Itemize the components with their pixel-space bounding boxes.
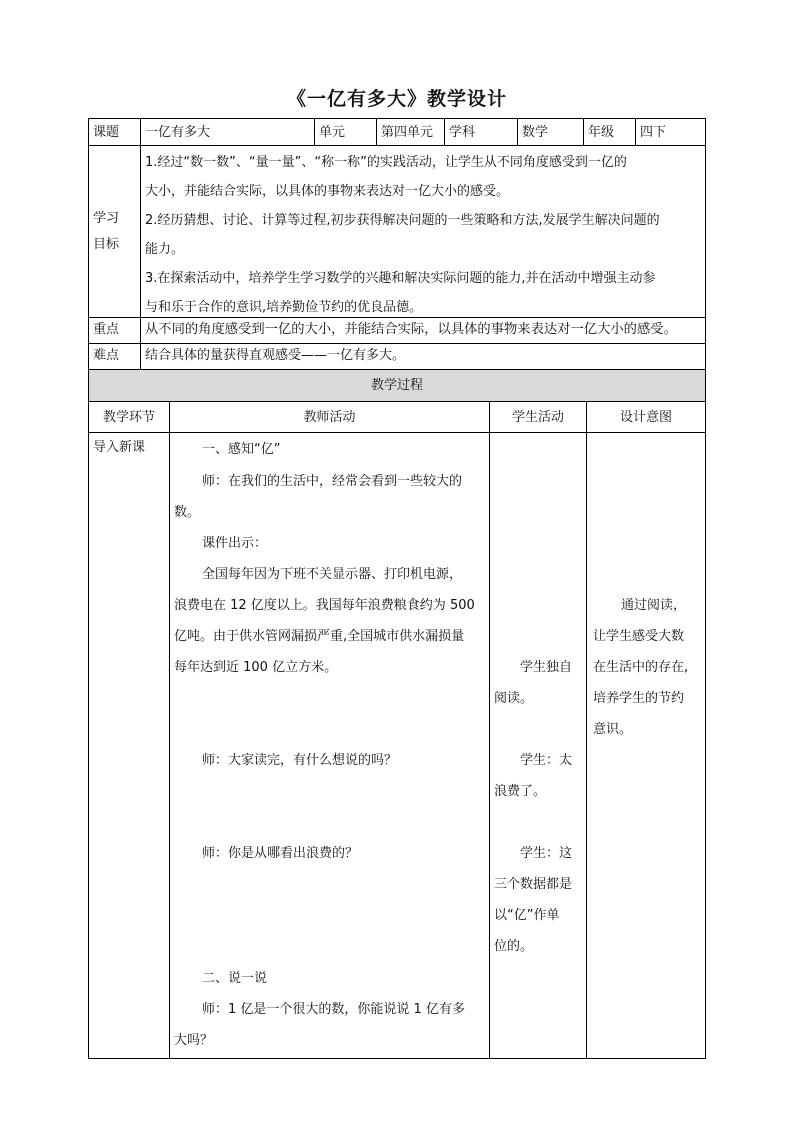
courseware-text: 浪费电在 12 亿度以上。我国每年浪费粮食约为 500 <box>174 598 475 613</box>
intent-line: 在生活中的存在, <box>593 660 689 675</box>
document-title: 《一亿有多大》教学设计 <box>286 88 507 110</box>
student-line: 浪费了。 <box>494 784 547 799</box>
unit-label: 单元 <box>315 119 377 145</box>
courseware-text: 每年达到近 100 亿立方米。 <box>174 660 338 675</box>
key-point-row <box>88 318 706 344</box>
student-line: 阅读。 <box>494 691 534 706</box>
lesson-plan-table <box>88 118 706 1059</box>
process-columns-row <box>88 402 706 433</box>
goal-line: 大小，并能结合实际，以具体的事物来表达对一亿大小的感受。 <box>145 184 510 199</box>
courseware-text: 全国每年因为下班不关显示器、打印机电源， <box>202 567 463 582</box>
goals-label: 学习 目标 <box>89 146 141 317</box>
design-intent-cell <box>587 433 706 1058</box>
courseware-label: 课件出示： <box>202 536 268 551</box>
col-teacher: 教师活动 <box>170 402 490 432</box>
courseware-text: 亿吨。由于供水管网漏损严重,全国城市供水漏损量 <box>174 629 465 644</box>
difficulty-row <box>88 344 706 370</box>
intent-line: 让学生感受大数 <box>593 629 685 644</box>
subject-label: 学科 <box>445 119 518 145</box>
topic-label: 课题 <box>89 119 141 145</box>
goal-line: 能力。 <box>145 242 185 257</box>
teacher-activity-cell <box>170 433 490 1058</box>
student-activity-cell <box>490 433 587 1058</box>
intent-line: 意识。 <box>593 722 633 737</box>
goals-row <box>88 146 706 318</box>
intent-line: 通过阅读， <box>621 598 687 613</box>
stage-cell: 导入新课 <box>89 433 170 1058</box>
unit-value: 第四单元 <box>377 119 445 145</box>
difficulty-text: 结合具体的量获得直观感受——一亿有多大。 <box>141 344 706 369</box>
col-stage: 教学环节 <box>89 402 170 432</box>
teacher-question-3: 师：1 亿是一个很大的数，你能说说 1 亿有多 <box>202 1002 465 1017</box>
grade-value: 四下 <box>636 119 706 145</box>
intent-line: 培养学生的节约 <box>593 691 685 706</box>
student-line: 学生：这 <box>520 846 573 861</box>
col-intent: 设计意图 <box>587 402 706 432</box>
teacher-line: 数。 <box>174 505 201 520</box>
header-row <box>88 118 706 146</box>
process-heading: 教学过程 <box>89 370 706 401</box>
key-point-text: 从不同的角度感受到一亿的大小，并能结合实际，以具体的事物来表达对一亿大小的感受。 <box>141 318 706 343</box>
subject-value: 数学 <box>518 119 584 145</box>
goal-line: 3.在探索活动中，培养学生学习数学的兴趣和解决实际问题的能力,并在活动中增强主动参 <box>145 271 656 286</box>
key-point-label: 重点 <box>89 318 141 343</box>
process-body-row <box>88 433 706 1059</box>
goal-line: 1.经过“数一数”、“量一量”、“称一称”的实践活动，让学生从不同角度感受到一亿的 <box>145 155 627 170</box>
difficulty-label: 难点 <box>89 344 141 369</box>
col-student: 学生活动 <box>490 402 587 432</box>
goals-content <box>141 146 706 317</box>
goal-line: 2.经历猜想、讨论、计算等过程,初步获得解决问题的一些策略和方法,发展学生解决问题的 <box>145 213 660 228</box>
goal-line: 与和乐于合作的意识,培养勤俭节约的优良品德。 <box>145 300 423 315</box>
teacher-question-3: 大吗？ <box>174 1033 214 1048</box>
teacher-question-1: 师：大家读完，有什么想说的吗？ <box>202 753 398 768</box>
teacher-question-2: 师：你是从哪看出浪费的？ <box>202 846 359 861</box>
student-line: 学生独自 <box>520 660 573 675</box>
teacher-line: 师：在我们的生活中，经常会看到一些较大的 <box>202 474 463 489</box>
grade-label: 年级 <box>584 119 636 145</box>
section-heading-2: 二、说一说 <box>202 971 268 986</box>
student-line: 三个数据都是 <box>494 877 573 892</box>
topic-value: 一亿有多大 <box>141 119 315 145</box>
section-heading-1: 一、感知“亿” <box>202 442 281 457</box>
student-line: 学生：太 <box>520 753 573 768</box>
process-heading-row <box>88 370 706 402</box>
student-line: 位的。 <box>494 939 534 954</box>
student-line: 以“亿”作单 <box>494 908 560 923</box>
